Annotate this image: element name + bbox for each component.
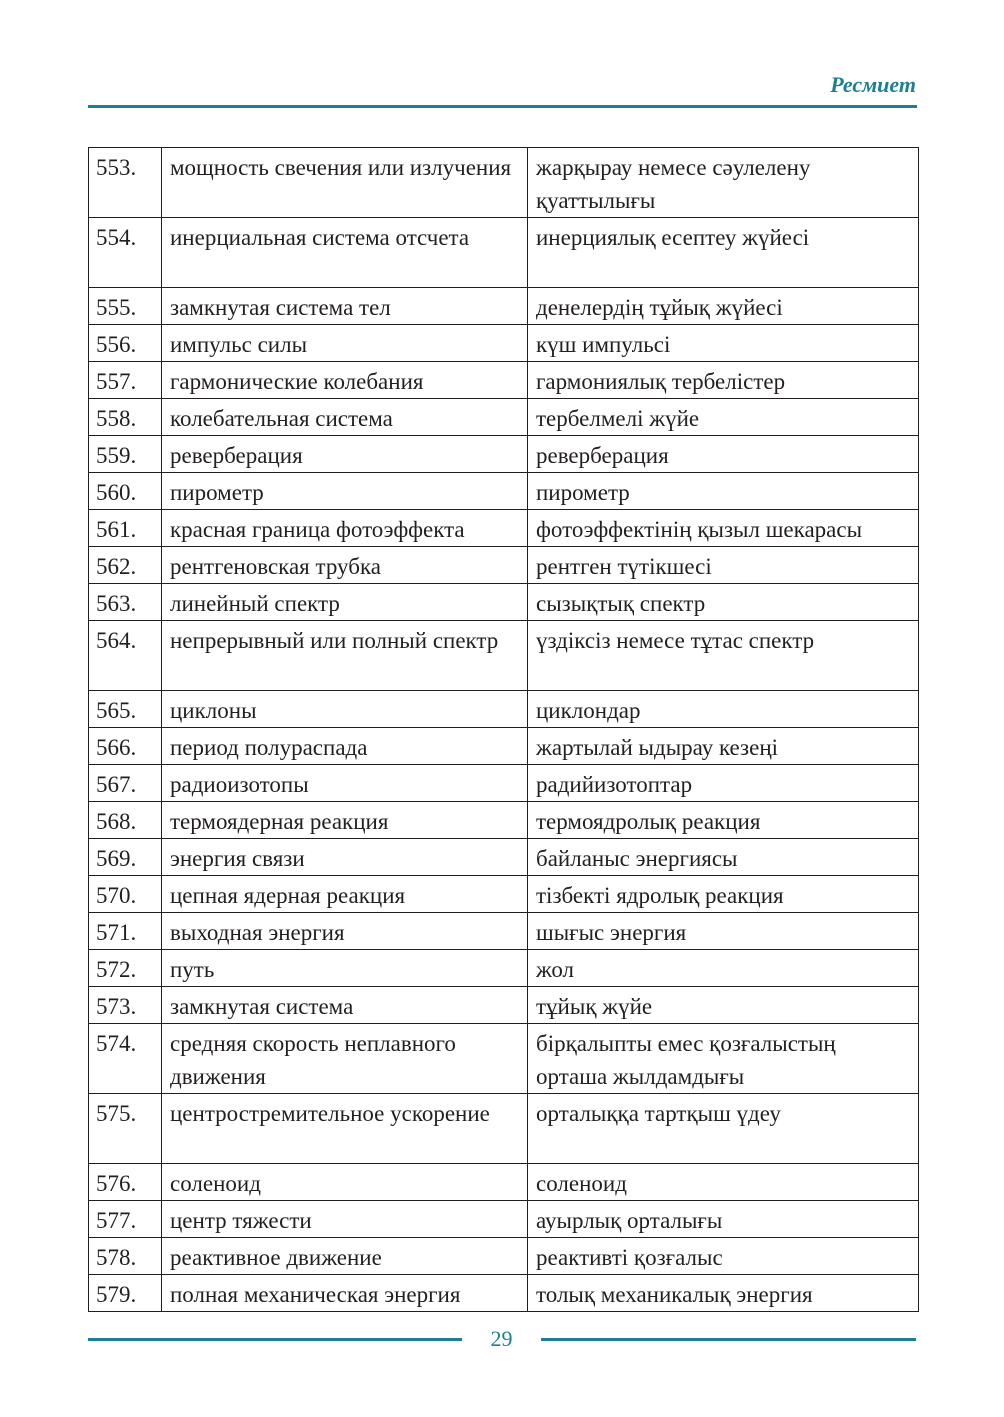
russian-term-cell: гармонические колебания [162, 362, 528, 399]
header-rule [88, 105, 917, 108]
kazakh-term-cell: тұйық жүйе [528, 987, 919, 1024]
table-row [89, 288, 919, 325]
table-row [89, 436, 919, 473]
kazakh-term-cell: шығыс энергия [528, 913, 919, 950]
term-number-cell: 561. [89, 510, 162, 547]
russian-term-cell: линейный спектр [162, 584, 528, 621]
kazakh-term-cell: фотоэффектінің қызыл шекарасы [528, 510, 919, 547]
kazakh-term-cell: рентген түтікшесі [528, 547, 919, 584]
term-number-cell: 553. [89, 148, 162, 218]
russian-term-cell: рентгеновская трубка [162, 547, 528, 584]
kazakh-term-cell: гармониялық тербелістер [528, 362, 919, 399]
russian-term-cell: полная механическая энергия [162, 1275, 528, 1312]
kazakh-term-cell: пирометр [528, 473, 919, 510]
kazakh-term-cell: үздіксіз немесе тұтас спектр [528, 621, 919, 691]
table-row [89, 473, 919, 510]
russian-term-cell: замкнутая система [162, 987, 528, 1024]
running-header-title: Ресмиет [830, 72, 916, 97]
kazakh-term-cell: тізбекті ядролық реакция [528, 876, 919, 913]
table-row [89, 621, 919, 691]
table-row [89, 913, 919, 950]
kazakh-term-cell: жол [528, 950, 919, 987]
term-number-cell: 570. [89, 876, 162, 913]
table-row [89, 325, 919, 362]
table-row [89, 728, 919, 765]
table-row [89, 765, 919, 802]
kazakh-term-cell: байланыс энергиясы [528, 839, 919, 876]
russian-term-cell: импульс силы [162, 325, 528, 362]
kazakh-term-cell: ауырлық орталығы [528, 1201, 919, 1238]
term-number-cell: 572. [89, 950, 162, 987]
russian-term-cell: пирометр [162, 473, 528, 510]
russian-term-cell: период полураспада [162, 728, 528, 765]
term-number-cell: 579. [89, 1275, 162, 1312]
kazakh-term-cell: орталыққа тартқыш үдеу [528, 1094, 919, 1164]
term-number-cell: 576. [89, 1164, 162, 1201]
term-number-cell: 566. [89, 728, 162, 765]
term-number-cell: 557. [89, 362, 162, 399]
table-row [89, 218, 919, 288]
table-row [89, 362, 919, 399]
term-number-cell: 577. [89, 1201, 162, 1238]
russian-term-cell: непрерывный или полный спектр [162, 621, 528, 691]
table-row [89, 839, 919, 876]
kazakh-term-cell: реактивті қозғалыс [528, 1238, 919, 1275]
kazakh-term-cell: циклондар [528, 691, 919, 728]
table-row [89, 1094, 919, 1164]
russian-term-cell: красная граница фотоэффекта [162, 510, 528, 547]
russian-term-cell: центростремительное ускорение [162, 1094, 528, 1164]
term-number-cell: 578. [89, 1238, 162, 1275]
table-row [89, 584, 919, 621]
russian-term-cell: центр тяжести [162, 1201, 528, 1238]
table-row [89, 148, 919, 218]
kazakh-term-cell: толық механикалық энергия [528, 1275, 919, 1312]
kazakh-term-cell: термоядролық реакция [528, 802, 919, 839]
russian-term-cell: цепная ядерная реакция [162, 876, 528, 913]
kazakh-term-cell: инерциялық есептеу жүйесі [528, 218, 919, 288]
kazakh-term-cell: күш импульсі [528, 325, 919, 362]
footer-rule-right [541, 1338, 916, 1341]
table-row [89, 1024, 919, 1094]
table-row [89, 876, 919, 913]
term-number-cell: 560. [89, 473, 162, 510]
term-number-cell: 567. [89, 765, 162, 802]
russian-term-cell: энергия связи [162, 839, 528, 876]
kazakh-term-cell: тербелмелі жүйе [528, 399, 919, 436]
kazakh-term-cell: жарқырау немесе сәулелену қуаттылығы [528, 148, 919, 218]
term-number-cell: 563. [89, 584, 162, 621]
russian-term-cell: путь [162, 950, 528, 987]
russian-term-cell: колебательная система [162, 399, 528, 436]
term-number-cell: 574. [89, 1024, 162, 1094]
table-row [89, 399, 919, 436]
kazakh-term-cell: реверберация [528, 436, 919, 473]
russian-term-cell: выходная энергия [162, 913, 528, 950]
russian-term-cell: термоядерная реакция [162, 802, 528, 839]
term-number-cell: 565. [89, 691, 162, 728]
table-row [89, 510, 919, 547]
footer-rule-left [88, 1338, 462, 1341]
table-row [89, 1275, 919, 1312]
term-number-cell: 554. [89, 218, 162, 288]
russian-term-cell: реверберация [162, 436, 528, 473]
term-number-cell: 573. [89, 987, 162, 1024]
russian-term-cell: замкнутая система тел [162, 288, 528, 325]
term-number-cell: 571. [89, 913, 162, 950]
table-row [89, 1238, 919, 1275]
term-number-cell: 564. [89, 621, 162, 691]
term-number-cell: 559. [89, 436, 162, 473]
term-number-cell: 555. [89, 288, 162, 325]
table-row [89, 950, 919, 987]
term-number-cell: 556. [89, 325, 162, 362]
kazakh-term-cell: денелердің тұйық жүйесі [528, 288, 919, 325]
kazakh-term-cell: жартылай ыдырау кезеңі [528, 728, 919, 765]
russian-term-cell: инерциальная система отсчета [162, 218, 528, 288]
table-row [89, 547, 919, 584]
table-row [89, 802, 919, 839]
table-row [89, 1164, 919, 1201]
table-row [89, 987, 919, 1024]
kazakh-term-cell: радийизотоптар [528, 765, 919, 802]
russian-term-cell: средняя скорость неплавного движения [162, 1024, 528, 1094]
russian-term-cell: соленоид [162, 1164, 528, 1201]
page-number: 29 [490, 1326, 513, 1351]
term-number-cell: 568. [89, 802, 162, 839]
russian-term-cell: реактивное движение [162, 1238, 528, 1275]
russian-term-cell: радиоизотопы [162, 765, 528, 802]
kazakh-term-cell: бірқалыпты емес қозғалыстың орташа жылдамдығы [528, 1024, 919, 1094]
term-number-cell: 569. [89, 839, 162, 876]
glossary-table-body [89, 148, 919, 1312]
kazakh-term-cell: сызықтық спектр [528, 584, 919, 621]
russian-term-cell: циклоны [162, 691, 528, 728]
table-row [89, 1201, 919, 1238]
term-number-cell: 558. [89, 399, 162, 436]
glossary-table [88, 147, 919, 1312]
term-number-cell: 562. [89, 547, 162, 584]
kazakh-term-cell: соленоид [528, 1164, 919, 1201]
term-number-cell: 575. [89, 1094, 162, 1164]
russian-term-cell: мощность свечения или излучения [162, 148, 528, 218]
table-row [89, 691, 919, 728]
